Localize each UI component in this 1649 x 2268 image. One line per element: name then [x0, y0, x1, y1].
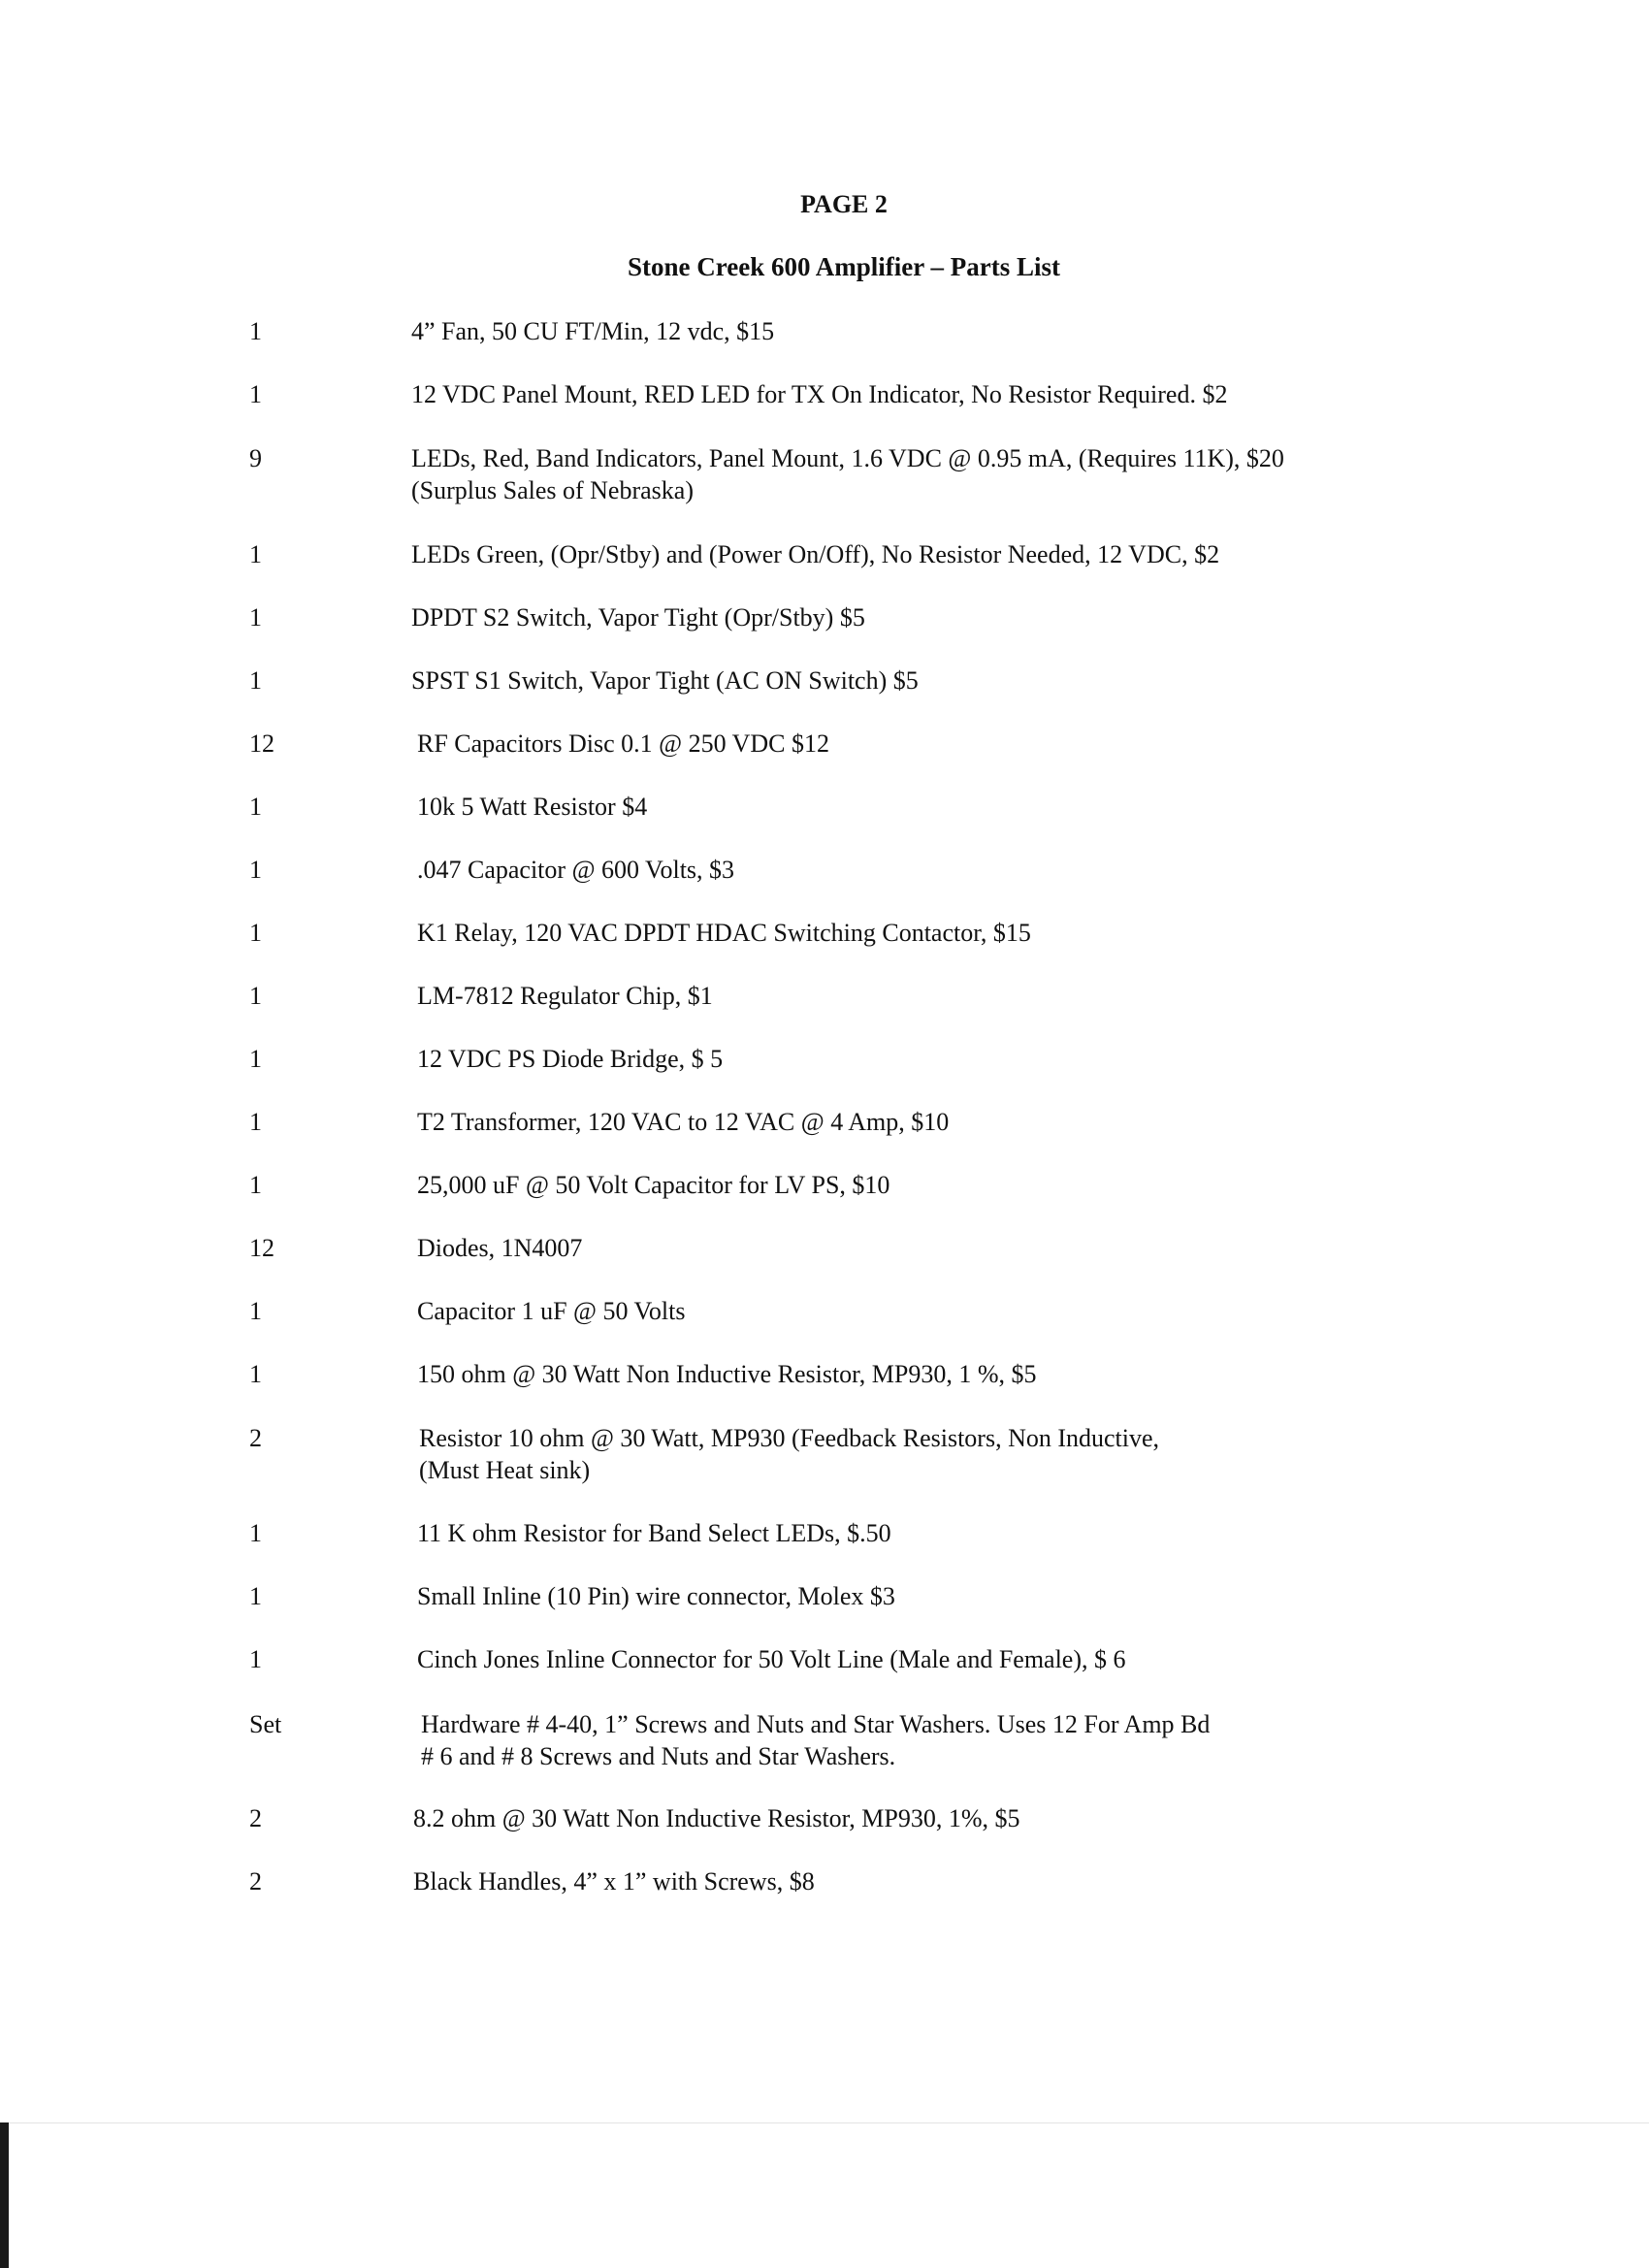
part-description: RF Capacitors Disc 0.1 @ 250 VDC $12	[417, 729, 830, 758]
part-quantity: 1	[249, 1519, 262, 1547]
part-description: T2 Transformer, 120 VAC to 12 VAC @ 4 Amp, $10	[417, 1108, 950, 1136]
part-quantity: 2	[249, 1804, 262, 1832]
part-description: 11 K ohm Resistor for Band Select LEDs, $.50	[417, 1519, 891, 1547]
part-quantity: 1	[249, 856, 262, 884]
part-quantity: 1	[249, 1582, 262, 1610]
document-title: Stone Creek 600 Amplifier – Parts List	[628, 252, 1060, 281]
part-description: 4” Fan, 50 CU FT/Min, 12 vdc, $15	[411, 317, 775, 345]
part-quantity: 1	[249, 793, 262, 821]
part-quantity: 1	[249, 1171, 262, 1199]
part-quantity: 12	[249, 1234, 275, 1262]
part-description: .047 Capacitor @ 600 Volts, $3	[417, 856, 735, 884]
part-quantity: 1	[249, 317, 262, 345]
part-quantity: Set	[249, 1710, 282, 1738]
part-description: Small Inline (10 Pin) wire connector, Molex $3	[417, 1582, 895, 1610]
part-quantity: 12	[249, 729, 275, 758]
part-description: K1 Relay, 120 VAC DPDT HDAC Switching Contactor, $15	[417, 919, 1031, 947]
part-description: 12 VDC Panel Mount, RED LED for TX On Indicator, No Resistor Required. $2	[411, 380, 1228, 408]
part-quantity: 1	[249, 1360, 262, 1388]
part-quantity: 1	[249, 1045, 262, 1073]
part-quantity: 2	[249, 1867, 262, 1895]
part-description: Hardware # 4-40, 1” Screws and Nuts and Star Washers. Uses 12 For Amp Bd # 6 and # 8 Screws and Nuts and Star Washers.	[421, 1710, 1211, 1770]
part-description: LEDs, Red, Band Indicators, Panel Mount, 1.6 VDC @ 0.95 mA, (Requires 11K), $20 (Surplus Sales of Nebraska)	[411, 444, 1284, 504]
part-description: LM-7812 Regulator Chip, $1	[417, 982, 713, 1010]
part-quantity: 1	[249, 603, 262, 632]
part-description: SPST S1 Switch, Vapor Tight (AC ON Switch) $5	[411, 666, 919, 695]
part-quantity: 1	[249, 919, 262, 947]
part-quantity: 1	[249, 380, 262, 408]
part-description: 25,000 uF @ 50 Volt Capacitor for LV PS, $10	[417, 1171, 890, 1199]
part-quantity: 1	[249, 540, 262, 568]
part-quantity: 1	[249, 1108, 262, 1136]
part-quantity: 1	[249, 1645, 262, 1673]
part-description: Cinch Jones Inline Connector for 50 Volt Line (Male and Female), $ 6	[417, 1645, 1126, 1673]
part-description: Diodes, 1N4007	[417, 1234, 583, 1262]
part-quantity: 1	[249, 1297, 262, 1325]
part-quantity: 2	[249, 1424, 262, 1452]
part-description: Capacitor 1 uF @ 50 Volts	[417, 1297, 686, 1325]
page-label: PAGE 2	[800, 190, 888, 218]
part-description: LEDs Green, (Opr/Stby) and (Power On/Off), No Resistor Needed, 12 VDC, $2	[411, 540, 1220, 568]
part-description: 8.2 ohm @ 30 Watt Non Inductive Resistor, MP930, 1%, $5	[413, 1804, 1020, 1832]
part-quantity: 1	[249, 666, 262, 695]
part-description: 150 ohm @ 30 Watt Non Inductive Resistor, MP930, 1 %, $5	[417, 1360, 1037, 1388]
part-description: Resistor 10 ohm @ 30 Watt, MP930 (Feedback Resistors, Non Inductive, (Must Heat sink)	[419, 1424, 1160, 1484]
part-description: Black Handles, 4” x 1” with Screws, $8	[413, 1867, 815, 1895]
part-description: DPDT S2 Switch, Vapor Tight (Opr/Stby) $5	[411, 603, 865, 632]
part-description: 12 VDC PS Diode Bridge, $ 5	[417, 1045, 724, 1073]
part-description: 10k 5 Watt Resistor $4	[417, 793, 648, 821]
part-quantity: 9	[249, 444, 262, 472]
part-quantity: 1	[249, 982, 262, 1010]
